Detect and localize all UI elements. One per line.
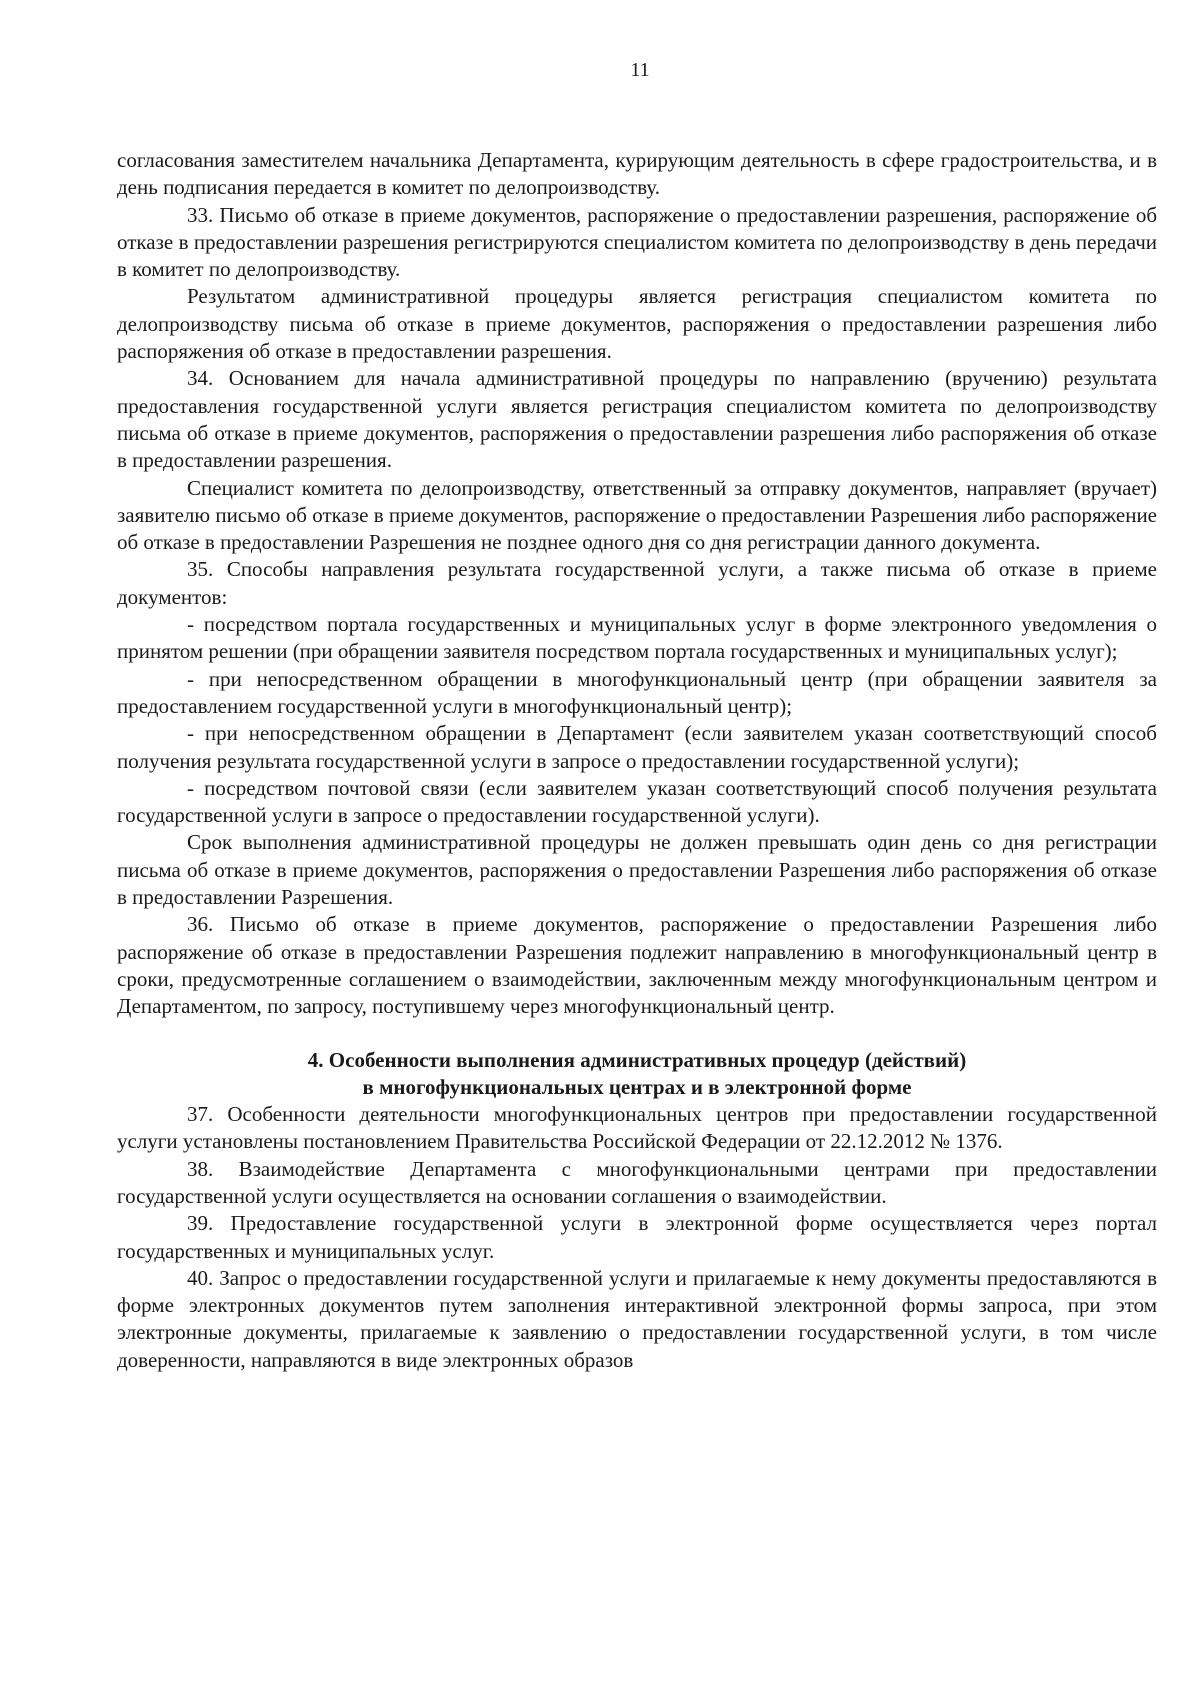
paragraph: 37. Особенности деятельности многофункциональных центров при предоставлении государственной услуги установлены постановлением Правительства Российской Федерации от 22.12.2012 № 1376. (117, 1102, 1157, 1154)
paragraph: Срок выполнения административной процедуры не должен превышать один день со дня регистрации письма об отказе в приеме документов, распоряжения о предоставлении Разрешения либо распоряжения об отказе в предоставлении Разрешения. (117, 830, 1157, 910)
paragraphs-before-heading (117, 147, 1157, 1021)
section-heading (117, 1047, 1157, 1102)
paragraph: - при непосредственном обращении в Департамент (если заявителем указан соответствующий способ получения результата государственной услуги в запросе о предоставлении государственной услуги); (117, 721, 1157, 773)
paragraph: 38. Взаимодействие Департамента с многофункциональными центрами при предоставлении государственной услуги осуществляется на основании соглашения о взаимодействии. (117, 1156, 1157, 1208)
section-heading-line-2: в многофункциональных центрах и в электронной форме (362, 1074, 912, 1099)
section-heading-line-1: 4. Особенности выполнения административных процедур (действий) (307, 1047, 967, 1072)
paragraph: 34. Основанием для начала административной процедуры по направлению (вручению) результата предоставления государственной услуги является регистрация специалистом комитета по делопроизводству письма об отказе в приеме документов, распоряжения о предоставлении разрешения либо распоряжения об отказе в предоставлении разрешения. (117, 366, 1157, 473)
paragraph: - при непосредственном обращении в многофункциональный центр (при обращении заявителя за предоставлением государственной услуги в многофункциональный центр); (117, 666, 1157, 718)
paragraphs-after-heading (117, 1101, 1157, 1374)
paragraph: согласования заместителем начальника Департамента, курирующим деятельность в сфере градостроительства, и в день подписания передается в комитет по делопроизводству. (117, 148, 1157, 200)
paragraph: - посредством портала государственных и муниципальных услуг в форме электронного уведомления о принятом решении (при обращении заявителя посредством портала государственных и муниципальных услуг); (117, 612, 1157, 664)
paragraph: 36. Письмо об отказе в приеме документов, распоряжение о предоставлении Разрешения либо распоряжение об отказе в предоставлении Разрешения подлежит направлению в многофункциональный центр в сроки, предусмотренные соглашением о взаимодействии, заключенным между многофункциональным центром и Департаментом, по запросу, поступившему через многофункциональный центр. (117, 912, 1157, 1019)
document-body (117, 147, 1157, 1374)
paragraph: Результатом административной процедуры является регистрация специалистом комитета по делопроизводству письма об отказе в приеме документов, распоряжения о предоставлении разрешения либо распоряжения об отказе в предоставлении разрешения. (117, 284, 1157, 364)
page-number: 11 (630, 59, 650, 81)
paragraph: 33. Письмо об отказе в приеме документов, распоряжение о предоставлении разрешения, распоряжение об отказе в предоставлении разрешения регистрируются специалистом комитета по делопроизводству в день передачи в комитет по делопроизводству. (117, 202, 1157, 282)
paragraph: 35. Способы направления результата государственной услуги, а также письма об отказе в приеме документов: (117, 557, 1157, 609)
paragraph: 39. Предоставление государственной услуги в электронной форме осуществляется через портал государственных и муниципальных услуг. (117, 1211, 1157, 1263)
paragraph: - посредством почтовой связи (если заявителем указан соответствующий способ получения результата государственной услуги в запросе о предоставлении государственной услуги). (117, 775, 1157, 828)
paragraph: 40. Запрос о предоставлении государственной услуги и прилагаемые к нему документы предоставляются в форме электронных документов путем заполнения интерактивной электронной формы запроса, при этом электронные документы, прилагаемые к заявлению о предоставлении государственной услуги, в том числе доверенности, направляются в виде электронных образов (117, 1265, 1157, 1372)
paragraph: Специалист комитета по делопроизводству, ответственный за отправку документов, направляет (вручает) заявителю письмо об отказе в приеме документов, распоряжение о предоставлении Разрешения либо распоряжение об отказе в предоставлении Разрешения не позднее одного дня со дня регистрации данного документа. (117, 475, 1157, 555)
